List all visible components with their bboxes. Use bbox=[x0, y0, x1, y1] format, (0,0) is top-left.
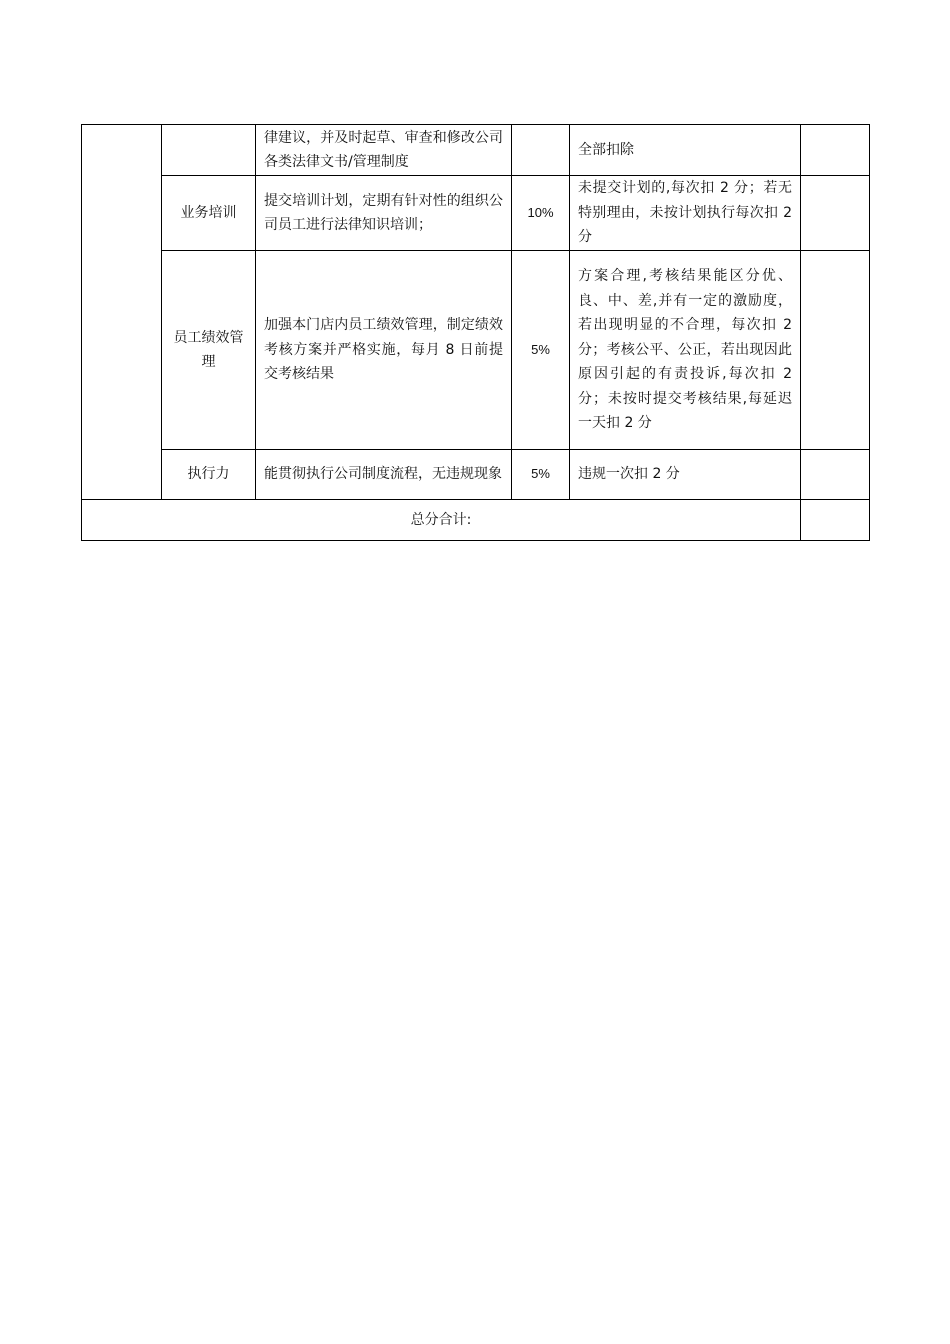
item-cell: 执行力 bbox=[162, 450, 256, 500]
weight-cell: 5% bbox=[512, 251, 570, 450]
item-cell: 员工绩效管理 bbox=[162, 251, 256, 450]
total-row bbox=[82, 500, 870, 541]
table-row bbox=[82, 125, 870, 176]
content-cell: 律建议，并及时起草、审查和修改公司各类法律文书/管理制度 bbox=[256, 125, 512, 176]
content-cell: 提交培训计划，定期有针对性的组织公司员工进行法律知识培训； bbox=[256, 176, 512, 251]
total-score-cell[interactable] bbox=[801, 500, 870, 541]
weight-cell: 5% bbox=[512, 450, 570, 500]
content-cell: 加强本门店内员工绩效管理，制定绩效考核方案并严格实施，每月 8 日前提交考核结果 bbox=[256, 251, 512, 450]
content-cell: 能贯彻执行公司制度流程，无违规现象 bbox=[256, 450, 512, 500]
rule-cell: 未提交计划的,每次扣 2 分；若无特别理由，未按计划执行每次扣 2 分 bbox=[570, 176, 801, 251]
weight-cell: 10% bbox=[512, 176, 570, 251]
table-row bbox=[82, 450, 870, 500]
rule-cell: 违规一次扣 2 分 bbox=[570, 450, 801, 500]
item-cell bbox=[162, 125, 256, 176]
evaluation-table bbox=[81, 124, 870, 541]
score-cell[interactable] bbox=[801, 125, 870, 176]
rule-cell: 方案合理,考核结果能区分优、良、中、差,并有一定的激励度，若出现明显的不合理，每次扣 2 分；考核公平、公正，若出现因此原因引起的有责投诉,每次扣 2 分；未按时提交考核结果,每延迟一天扣 2 分 bbox=[570, 251, 801, 450]
item-cell: 业务培训 bbox=[162, 176, 256, 251]
weight-cell bbox=[512, 125, 570, 176]
table-row bbox=[82, 251, 870, 450]
table-row bbox=[82, 176, 870, 251]
category-cell bbox=[82, 125, 162, 500]
score-cell[interactable] bbox=[801, 450, 870, 500]
score-cell[interactable] bbox=[801, 176, 870, 251]
rule-cell: 全部扣除 bbox=[570, 125, 801, 176]
total-label: 总分合计: bbox=[82, 500, 801, 541]
score-cell[interactable] bbox=[801, 251, 870, 450]
